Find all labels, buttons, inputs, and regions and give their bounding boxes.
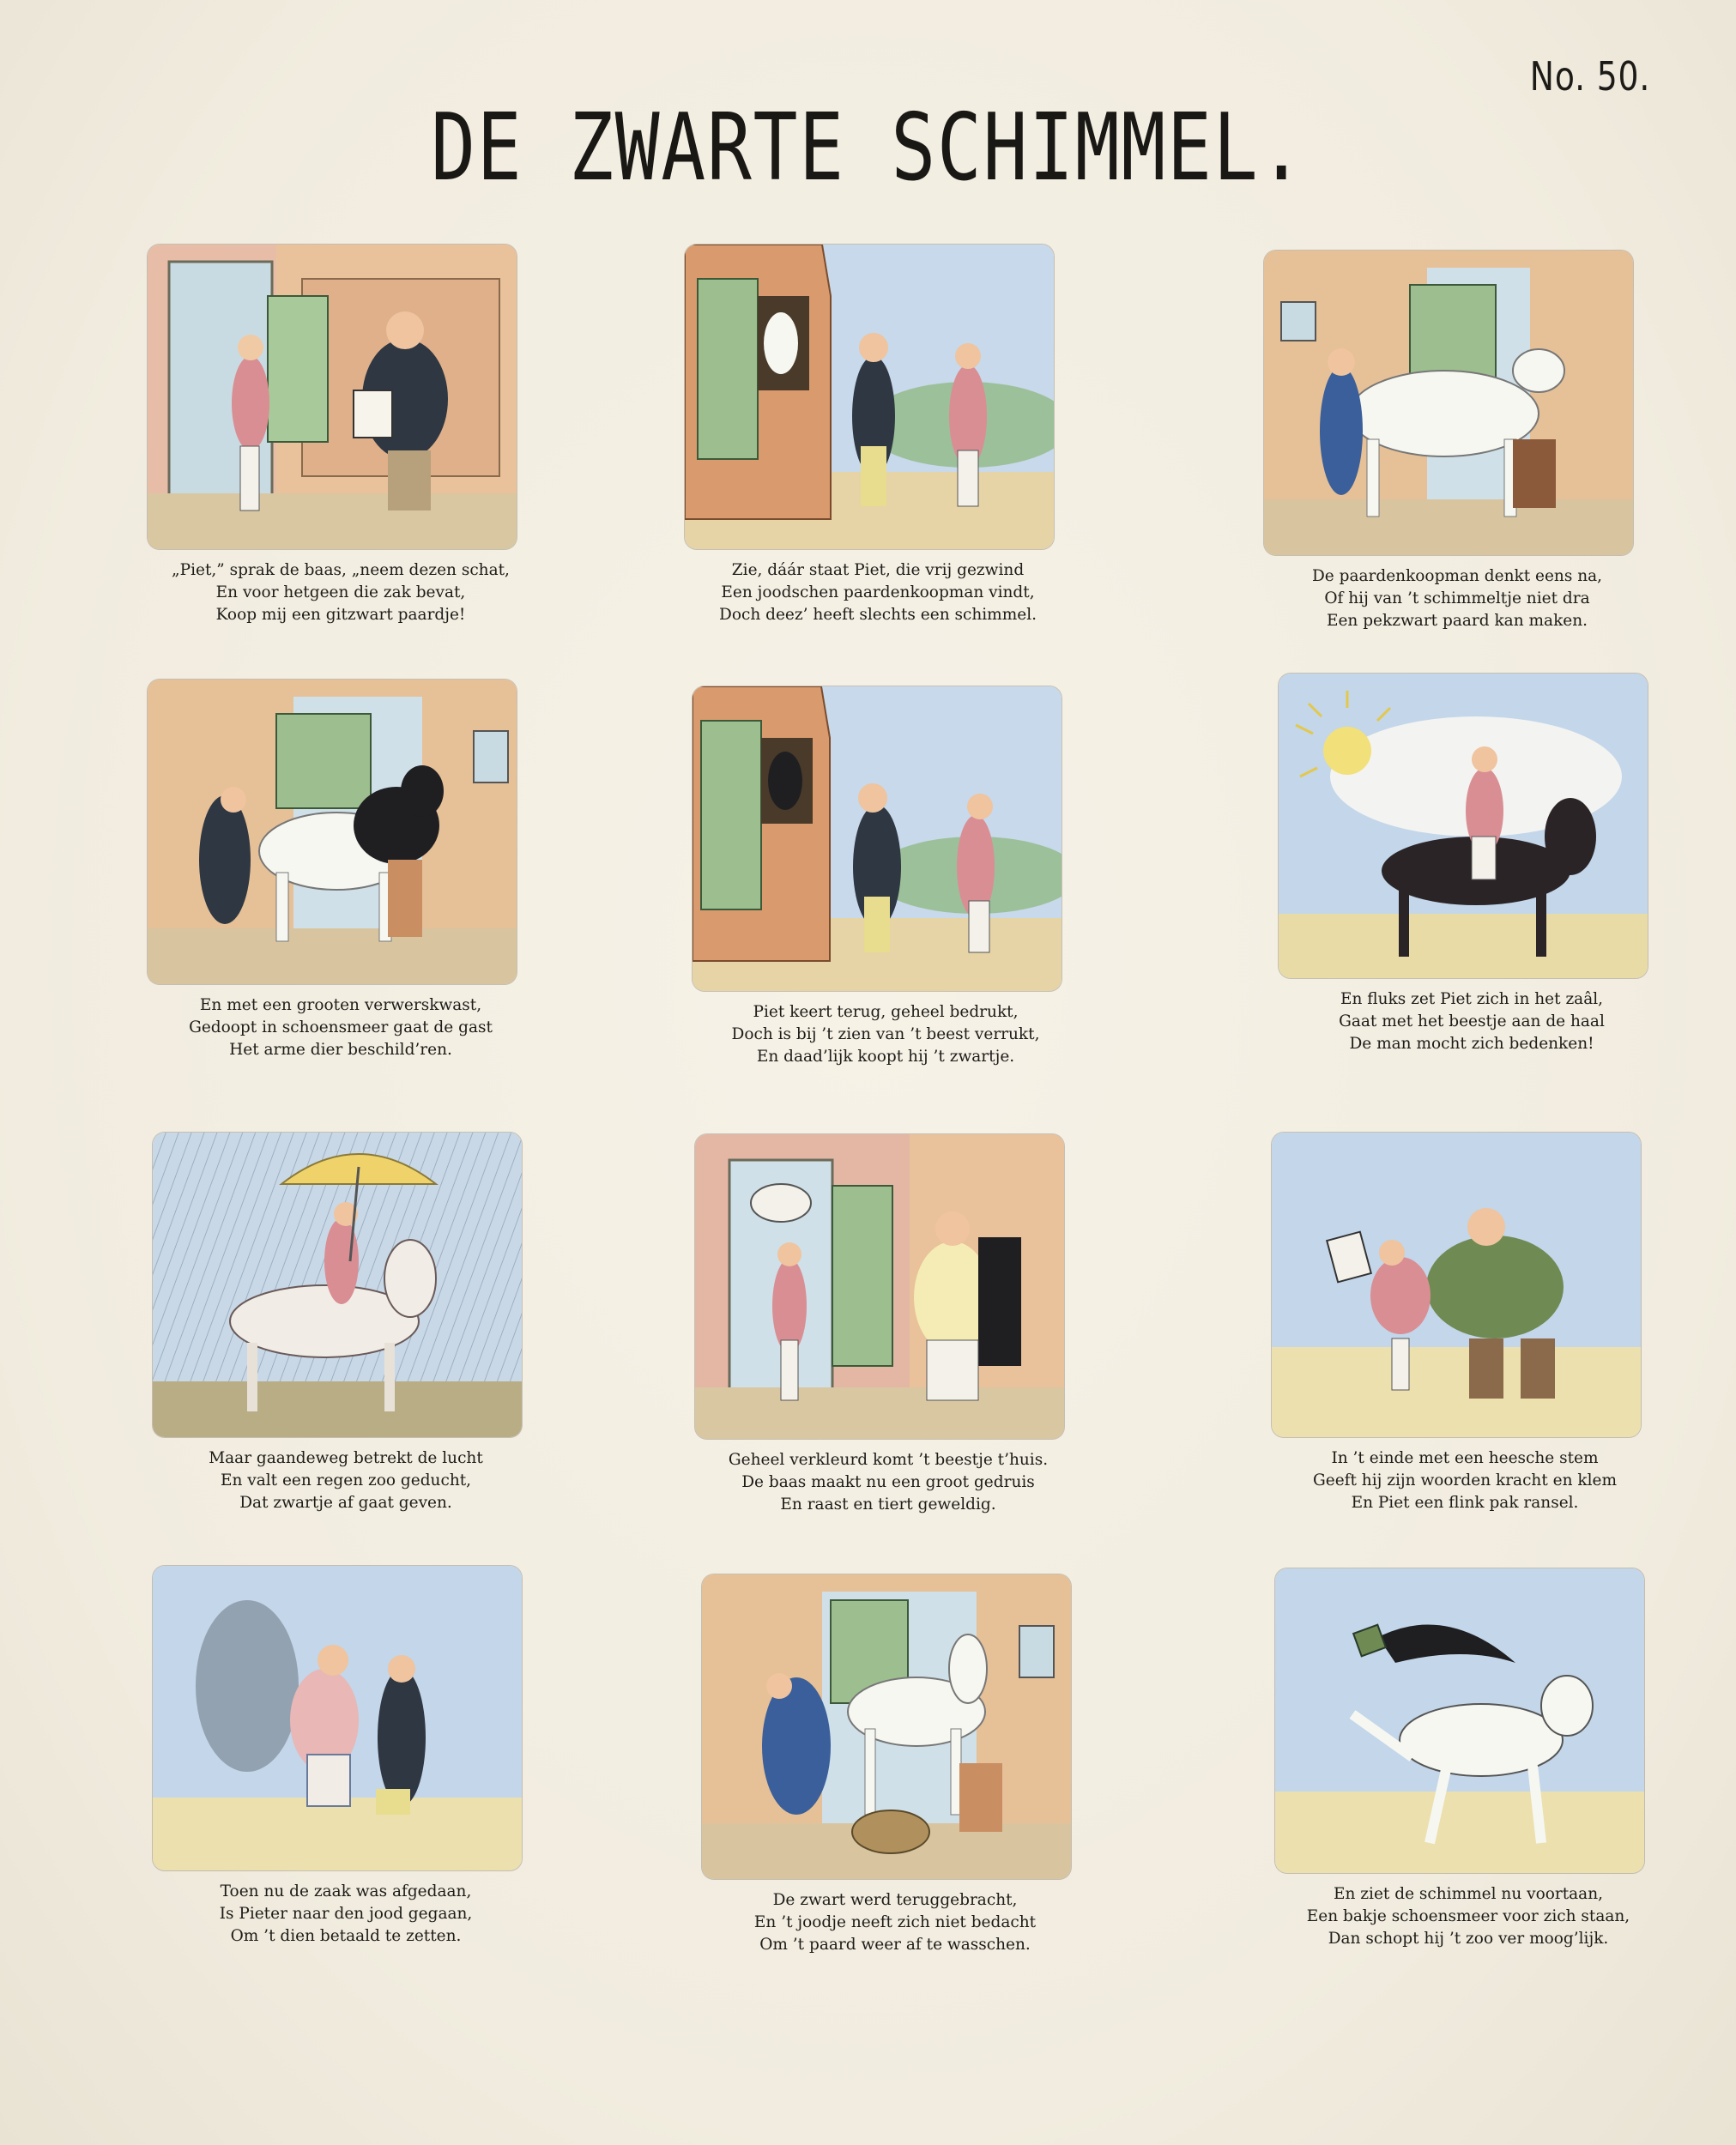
caption-line: Een joodschen paardenkoopman vindt, [721,583,1035,601]
caption-line: Gedoopt in schoensmeer gaat de gast [189,1018,493,1036]
panel-2-illustration [685,245,1054,549]
illustration-riding-rain [153,1133,522,1437]
panel-10-illustration [153,1566,522,1870]
caption-line: Het arme dier beschild’ren. [229,1041,452,1059]
illustration-boss-beats-piet [1272,1133,1641,1437]
illustration-horse-kicks-bucket [1275,1568,1644,1873]
panel-7-illustration [153,1133,522,1437]
illustration-washing-horse [702,1574,1071,1879]
panel-6 [1279,674,1665,1055]
caption-line: Een bakje schoensmeer voor zich staan, [1306,1907,1630,1925]
sheet-title: DE ZWARTE SCHIMMEL. [431,94,1305,202]
caption-line: Is Pieter naar den jood gegaan, [219,1905,473,1923]
illustration-boss-angry [695,1134,1064,1439]
panel-12 [1275,1568,1661,1950]
caption-line: En valt een regen zoo geducht, [220,1471,472,1489]
panel-11-caption [702,1889,1088,1956]
caption-line: Koop mij een gitzwart paardje! [215,606,466,624]
panel-10 [153,1566,539,1948]
caption-line: Toen nu de zaak was afgedaan, [220,1882,472,1900]
caption-line: Om ’t dien betaald te zetten. [230,1927,462,1945]
panel-7 [153,1133,539,1514]
illustration-piet-dealer-fight [153,1566,522,1870]
panel-6-illustration [1279,674,1648,978]
panel-8 [695,1134,1081,1516]
panel-12-caption [1275,1883,1661,1950]
illustration-dealer-thinks [1264,251,1633,555]
caption-line: Geheel verkleurd komt ’t beestje t’huis. [728,1451,1049,1469]
caption-line: Geeft hij zijn woorden kracht en klem [1312,1471,1618,1489]
panel-3-illustration [1264,251,1633,555]
caption-line: Dan schopt hij ’t zoo ver moog’lijk. [1328,1930,1609,1948]
illustration-boss-gives-money [148,245,517,549]
panel-9-illustration [1272,1133,1641,1437]
panel-5 [693,686,1079,1068]
caption-line: Maar gaandeweg betrekt de lucht [209,1449,483,1467]
panel-7-caption [153,1447,539,1514]
caption-line: En Piet een flink pak ransel. [1351,1494,1579,1512]
panel-1-illustration [148,245,517,549]
panel-11 [702,1574,1088,1956]
panel-4-caption [148,994,534,1061]
caption-line: Doch is bij ’t zien van ’t beest verrukt, [731,1025,1040,1043]
caption-line: De baas maakt nu een groot gedruis [741,1473,1035,1491]
caption-line: En daad’lijk koopt hij ’t zwartje. [756,1048,1015,1066]
sheet-number: No. 50. [1529,53,1650,100]
caption-line: „Piet,” sprak de baas, „neem dezen schat, [172,561,510,579]
caption-line: Dat zwartje af gaat geven. [239,1494,452,1512]
panel-1-caption [148,559,534,626]
caption-line: Piet keert terug, geheel bedrukt, [753,1003,1019,1021]
panel-2 [685,245,1071,626]
caption-line: En raast en tiert geweldig. [780,1495,996,1514]
illustration-riding-sun [1279,674,1648,978]
caption-line: De man mocht zich bedenken! [1349,1035,1594,1053]
panel-3 [1264,251,1650,632]
panel-12-illustration [1275,1568,1644,1873]
caption-line: En ’t joodje neeft zich niet bedacht [753,1913,1037,1931]
panel-10-caption [153,1881,539,1948]
panel-4-illustration [148,680,517,984]
caption-line: Doch deez’ heeft slechts een schimmel. [719,606,1037,624]
caption-line: De paardenkoopman denkt eens na, [1311,567,1603,585]
panel-2-caption [685,559,1071,626]
caption-line: Een pekzwart paard kan maken. [1326,612,1588,630]
caption-line: Gaat met het beestje aan de haal [1339,1012,1605,1030]
panel-9 [1272,1133,1658,1514]
panel-4 [148,680,534,1061]
caption-line: De zwart werd teruggebracht, [772,1891,1018,1909]
panel-8-caption [695,1449,1081,1516]
panel-1 [148,245,534,626]
caption-line: En ziet de schimmel nu voortaan, [1334,1885,1603,1903]
panel-9-caption [1272,1447,1658,1514]
panel-3-caption [1264,565,1650,632]
panel-5-caption [693,1001,1079,1068]
panel-11-illustration [702,1574,1071,1879]
panel-5-illustration [693,686,1062,991]
illustration-dealer-white-horse [685,245,1054,549]
caption-line: Of hij van ’t schimmeltje niet dra [1324,589,1590,607]
caption-line: En met een grooten verwerskwast, [199,996,482,1014]
caption-line: Zie, dáár staat Piet, die vrij gezwind [731,561,1025,579]
panel-8-illustration [695,1134,1064,1439]
panel-6-caption [1279,988,1665,1055]
caption-line: In ’t einde met een heesche stem [1331,1449,1599,1467]
illustration-painting-horse [148,680,517,984]
caption-line: En voor hetgeen die zak bevat, [215,583,466,601]
caption-line: Om ’t paard weer af te wasschen. [759,1936,1031,1954]
illustration-dealer-black-horse [693,686,1062,991]
caption-line: En fluks zet Piet zich in het zaâl, [1340,990,1604,1008]
